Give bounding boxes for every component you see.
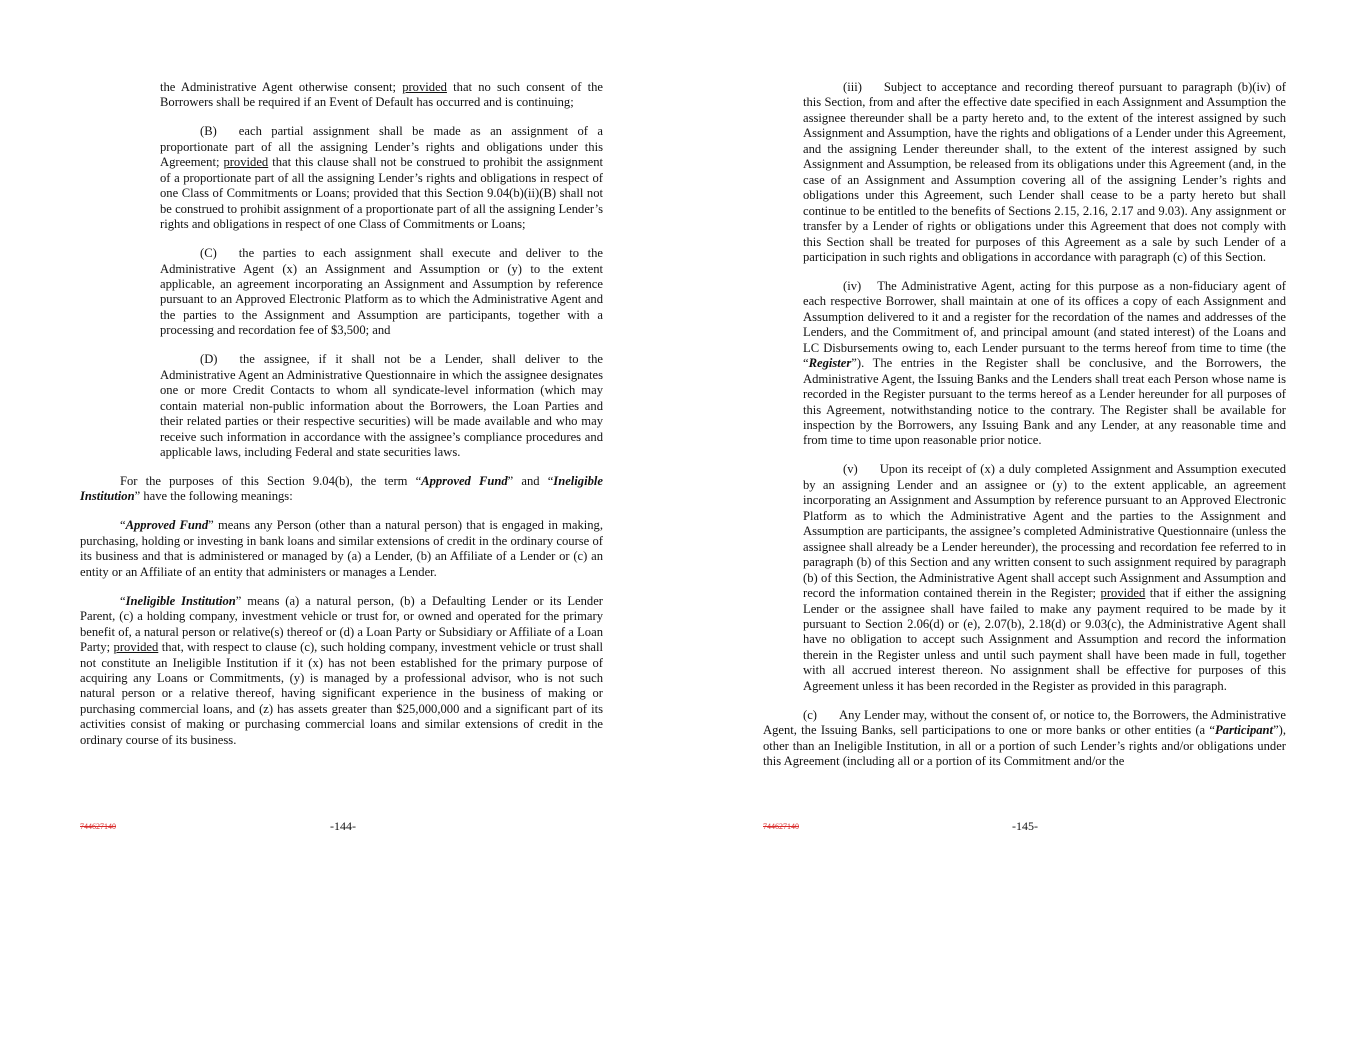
page-145: [763, 80, 1286, 783]
clause-iv: (iv) The Administrative Agent, acting for this purpose as a non-fiduciary agent of each respective Borrower, shall maintain at one of its offices a copy of each Assignment and Assumption delivered to it and a register for the recordation of the names and addresses of the Lenders, and the Commitment of, and principal amount (and stated interest) of the Loans and LC Disbursements owing to, each Lender pursuant to the terms hereof from time to time (the “Register”). The entries in the Register shall be conclusive, and the Borrowers, the Administrative Agent, the Issuing Banks and the Lenders shall treat each Person whose name is recorded in the Register pursuant to the terms hereof as a Lender hereunder for all purposes of this Agreement, notwithstanding notice to the contrary. The Register shall be available for inspection by the Borrowers, any Issuing Bank and any Lender, at any reasonable time and from time to time upon reasonable prior notice.: [803, 278, 1286, 448]
paragraph-consent-proviso: the Administrative Agent otherwise consent; provided that no such consent of the Borrowers shall be required if an Event of Default has occurred and is continuing;: [160, 80, 603, 110]
page-number: -145-: [1012, 819, 1038, 833]
document-id: 744627140: [763, 822, 799, 831]
clause-C: (C) the parties to each assignment shall execute and deliver to the Administrative Agent (x) an Assignment and Assumption or (y) to the extent applicable, an agreement incorporating an Assignment and Assumption by reference pursuant to an Approved Electronic Platform as to which the Administrative Agent and the parties to the Assignment and Assumption are participants, together with a processing and recordation fee of $3,500; and: [160, 246, 603, 338]
clause-D: (D) the assignee, if it shall not be a Lender, shall deliver to the Administrative Agent an Administrative Questionnaire in which the assignee designates one or more Credit Contacts to whom all syndicate-level information (which may contain material non-public information about the Borrowers, the Loan Parties and their related parties or their respective securities) will be made available and who may receive such information in accordance with the assignee’s compliance procedures and applicable laws, including Federal and state securities laws.: [160, 352, 603, 460]
definition-ineligible-institution: “Ineligible Institution” means (a) a natural person, (b) a Defaulting Lender or its Lender Parent, (c) a holding company, investment vehicle or trust for, or owned and operated for the primary benefit of, a natural person or relative(s) thereof or (d) a Loan Party or Subsidiary or Affiliate of a Loan Party; provided that, with respect to clause (c), such holding company, investment vehicle or trust shall not constitute an Ineligible Institution if it (x) has not been established for the primary purpose of acquiring any Loans or Commitments, (y) is managed by a professional advisor, who is not such natural person or a relative thereof, having significant experience in the business of making or purchasing commercial loans, and (z) has assets greater than $25,000,000 and a significant part of its activities consist of making or purchasing commercial loans and similar extensions of credit in the ordinary course of its business.: [80, 593, 604, 747]
page-number: -144-: [330, 819, 356, 833]
clause-v: (v) Upon its receipt of (x) a duly completed Assignment and Assumption executed by an assigning Lender and an assignee or (y) to the extent applicable, an agreement incorporating an Assignment and Assumption by reference pursuant to an Approved Electronic Platform as to which the Administrative Agent and the parties to the Assignment and Assumption are participants, the assignee’s completed Administrative Questionnaire (unless the assignee shall already be a Lender hereunder), the processing and recordation fee referred to in paragraph (b) of this Section and any written consent to such assignment required by paragraph (b) of this Section, the Administrative Agent shall accept such Assignment and Assumption and record the information contained therein in the Register; provided that if either the assigning Lender or the assignee shall have failed to make any payment required to be made by it pursuant to Section 2.06(d) or (e), 2.07(b), 2.18(d) or 9.03(c), the Administrative Agent shall have no obligation to accept such Assignment and Assumption and record the information therein in the Register unless and until such payment shall have been made in full, together with all accrued interest thereon. No assignment shall be effective for purposes of this Agreement unless it has been recorded in the Register as provided in this paragraph.: [803, 462, 1286, 693]
clause-c-participations: (c) Any Lender may, without the consent of, or notice to, the Borrowers, the Administrative Agent, the Issuing Banks, sell participations to one or more banks or other entities (a “Participant”), other than an Ineligible Institution, in all or a portion of such Lender’s rights and/or obligations under this Agreement (including all or a portion of its Commitment and/or the: [763, 707, 1286, 769]
document-id: 744627140: [80, 822, 116, 831]
clause-iii: (iii) Subject to acceptance and recording thereof pursuant to paragraph (b)(iv) of this Section, from and after the effective date specified in each Assignment and Assumption the assignee thereunder shall be a party hereto and, to the extent of the interest assigned by such Assignment and Assumption, have the rights and obligations of a Lender under this Agreement, and the assigning Lender thereunder shall, to the extent of the interest assigned by such Assignment and Assumption, be released from its obligations under this Agreement (and, in the case of an Assignment and Assumption covering all of the assigning Lender’s rights and obligations under this Agreement, such Lender shall cease to be a party hereto but shall continue to be entitled to the benefits of Sections 2.15, 2.16, 2.17 and 9.03). Any assignment or transfer by a Lender of rights or obligations under this Agreement that does not comply with this Section shall be treated for purposes of this Agreement as a sale by such Lender of a participation in such rights and obligations in accordance with paragraph (c) of this Section.: [803, 80, 1286, 264]
page-144: [80, 80, 603, 762]
paragraph-definitions-intro: For the purposes of this Section 9.04(b), the term “Approved Fund” and “Ineligible Institution” have the following meanings:: [80, 473, 603, 504]
definition-approved-fund: “Approved Fund” means any Person (other than a natural person) that is engaged in making, purchasing, holding or investing in bank loans and similar extensions of credit in the ordinary course of its business and that is administered or managed by (a) a Lender, (b) an Affiliate of a Lender or (c) an entity or an Affiliate of an entity that administers or manages a Lender.: [80, 518, 603, 579]
clause-B: (B) each partial assignment shall be made as an assignment of a proportionate part of all the assigning Lender’s rights and obligations under this Agreement; provided that this clause shall not be construed to prohibit the assignment of a proportionate part of all the assigning Lender’s rights and obligations in respect of one Class of Commitments or Loans; provided that this Section 9.04(b)(ii)(B) shall not be construed to prohibit assignment of a proportionate part of all the assigning Lender’s rights and obligations in respect of one Class of Commitments or Loans;: [160, 124, 604, 232]
